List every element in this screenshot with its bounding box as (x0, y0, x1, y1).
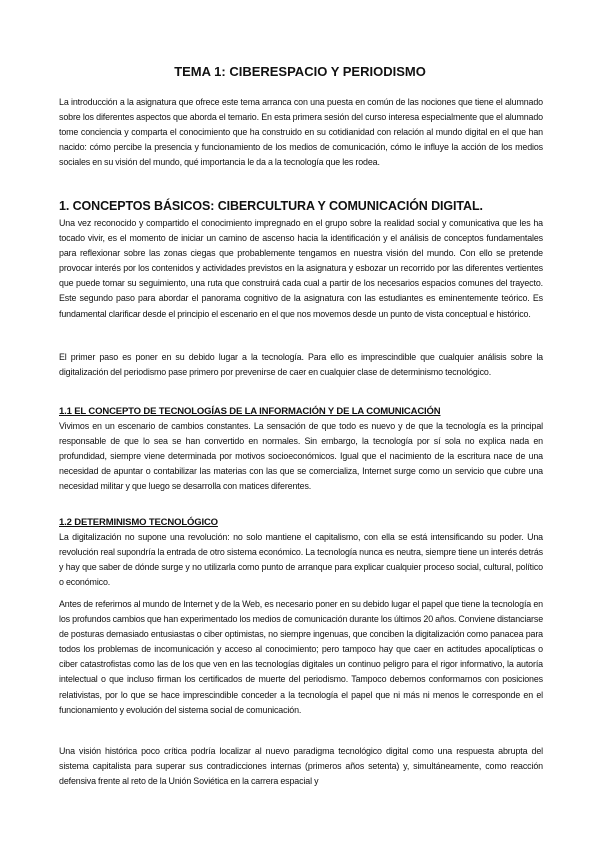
section-1-heading: 1. CONCEPTOS BÁSICOS: CIBERCULTURA Y COMUNICACIÓN DIGITAL. (59, 199, 483, 213)
section-1-1-paragraph-1: Vivimos en un escenario de cambios constantes. La sensación de que todo es nuevo y de que la tecnología es la principal responsable de que lo sea se han convertido en normales. Sin embargo, la tecnología por sí sola no explica nada en profundidad, siempre viene determinada por motivos socioeconómicos. Igual que el nacimiento de la escritura nace de una necesidad de apuntar o contabilizar las materias con las que se comercializa, Internet surge como un servicio que cubre una necesidad militar y que luego se desarrolla con matices diferentes. (59, 421, 543, 492)
section-1-paragraph-1: Una vez reconocido y compartido el conocimiento impregnado en el grupo sobre la realidad social y comunicativa que les ha tocado vivir, es el momento de iniciar un camino de ascenso hacia la identificación y el análisis de conceptos fundamentales para reflexionar sobre las zonas ciegas que probablemente tengamos en nuestra visión del mundo. Con ello se pretende provocar interés por los contenidos y actividades previstos en la asignatura y esbozar un recorrido por las diferentes vertientes que puede tomar su seguimiento, una ruta que construirá cada cual a partir de los necesarios espacios comunes del trayecto. Este segundo paso para abordar el panorama cognitivo de la asignatura con las estudiantes es eminentemente teórico. Es fundamental clarificar desde el principio el escenario en el que nos movemos desde un punto de vista conceptual e histórico. (59, 218, 543, 319)
document-title: TEMA 1: CIBERESPACIO Y PERIODISMO (174, 64, 426, 79)
section-1-paragraph-2: El primer paso es poner en su debido lugar a la tecnología. Para ello es imprescindible que cualquier análisis sobre la digitalización del periodismo pase primero por prevenirse de caer en cualquier clase de determinismo tecnológico. (59, 352, 543, 378)
section-1-2-paragraph-3: Una visión histórica poco crítica podría localizar al nuevo paradigma tecnológico digital como una respuesta abrupta del sistema capitalista para superar sus contradicciones internas (primeros años setenta) y, simultáneamente, como reacción defensiva frente al reto de la Unión Soviética en la carrera espacial y (59, 746, 543, 787)
section-1-2-paragraph-2: Antes de referirnos al mundo de Internet y de la Web, es necesario poner en su debido lugar el papel que tiene la tecnología en los profundos cambios que han experimentado los medios de comunicación durante los últimos 20 años. Conviene distanciarse de posturas demasiado entusiastas o ciber optimistas, no siempre ingenuas, que conciben la digitalización como panacea para todos los problemas de incomunicación y acceso al conocimiento; pero tampoco hay que caer en actitudes apocalípticas o ciber catastrofistas como las de los que ven en las tecnologías digitales un continuo peligro para el rigor informativo, la autoría intelectual o que incluso firman los certificados de muerte del periodismo. Tampoco debemos conformarnos con posiciones relativistas, por lo que se hace imprescindible conceder a la tecnología el papel que ni más ni menos le corresponde en el funcionamiento y evolución del sistema social de comunicación. (59, 599, 544, 715)
intro-paragraph: La introducción a la asignatura que ofrece este tema arranca con una puesta en común de las nociones que tiene el alumnado sobre los diferentes aspectos que aborda el temario. En esta primera sesión del curso interesa especialmente que el alumnado tome conciencia y comparta el conocimiento que ha construido en su cotidianidad con relación al mundo digital en el que han nacido: cómo percibe la presencia y funcionamiento de los medios de comunicación, cómo le influye la acción de los medios sociales en su visión del mundo, qué importancia le da a la tecnología que les rodea. (59, 97, 543, 168)
section-1-2-paragraph-1: La digitalización no supone una revolución: no solo mantiene el capitalismo, con ella se está intensificando su poder. Una revolución real supondría la entrada de otro sistema económico. La tecnología nunca es neutra, siempre tiene un interés detrás y hay que saber de dónde surge y no utilizarla como punto de arranque para explicar cualquier proceso social, cultural, político o económico. (59, 532, 543, 588)
section-1-1-heading: 1.1 EL CONCEPTO DE TECNOLOGÍAS DE LA INFORMACIÓN Y DE LA COMUNICACIÓN (59, 406, 441, 417)
section-1-2-heading: 1.2 DETERMINISMO TECNOLÓGICO (59, 517, 218, 528)
